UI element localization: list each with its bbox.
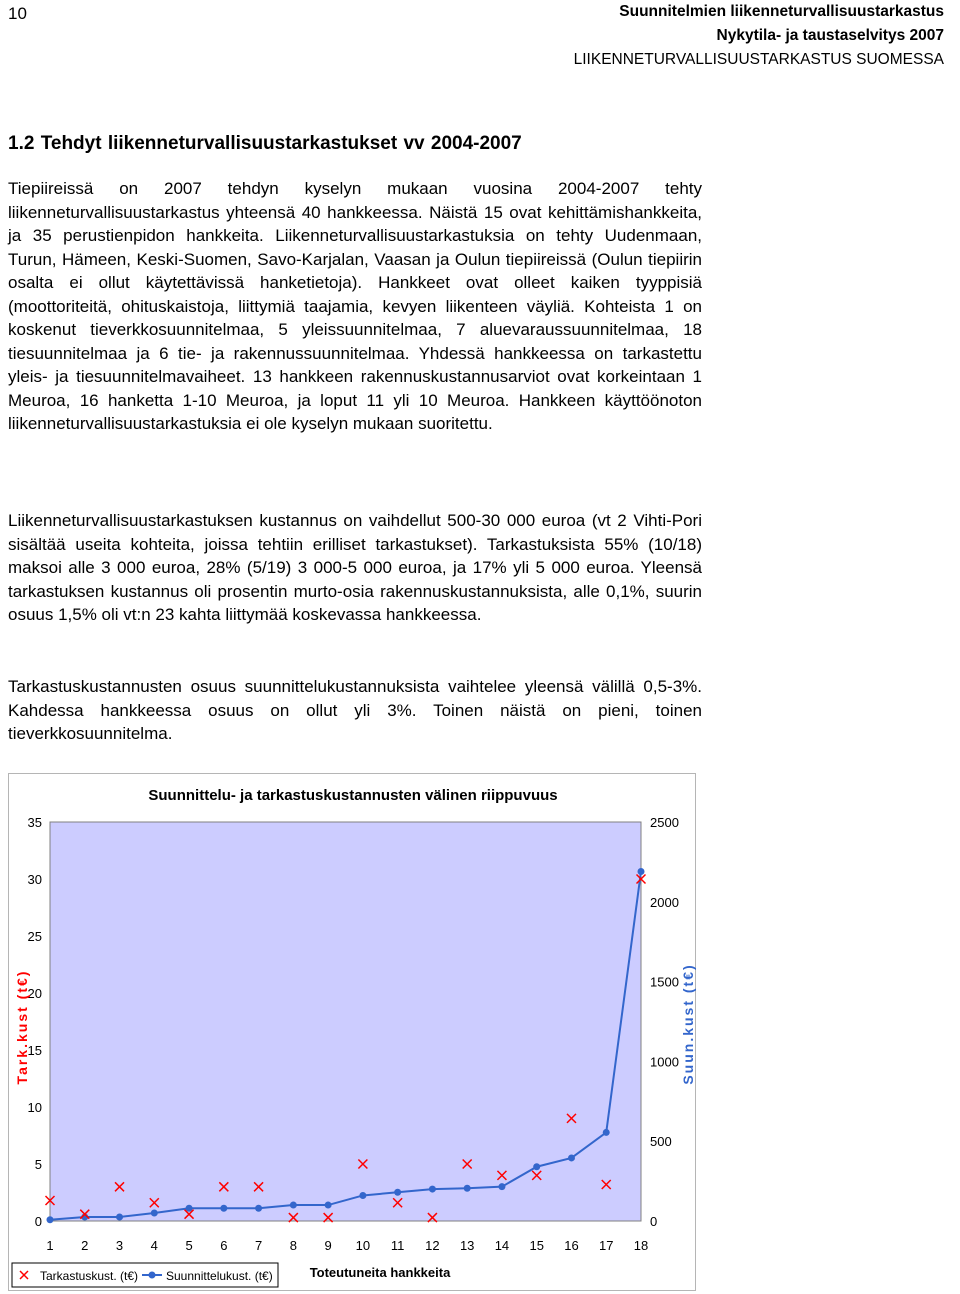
header-line-2: Nykytila- ja taustaselvitys 2007 — [716, 27, 944, 44]
y2-tick-label: 2000 — [650, 894, 679, 910]
legend-label-tarkastuskust: Tarkastuskust. (t€) — [40, 1269, 139, 1283]
plot-area — [50, 822, 641, 1221]
point-suunnittelukust — [498, 1183, 505, 1190]
x-tick-label: 18 — [633, 1238, 649, 1253]
point-suunnittelukust — [255, 1205, 262, 1212]
y-axis-label: Tark.kust (t€) — [14, 969, 30, 1085]
x-tick-label: 9 — [324, 1238, 332, 1253]
point-suunnittelukust — [116, 1214, 123, 1221]
point-suunnittelukust — [429, 1186, 436, 1193]
point-suunnittelukust — [151, 1210, 158, 1217]
x-tick-label: 5 — [185, 1238, 193, 1253]
header-line-3: LIIKENNETURVALLISUUSTARKASTUS SUOMESSA — [573, 51, 944, 68]
x-axis-label: Toteutuneita hankkeita — [309, 1265, 451, 1280]
x-tick-label: 14 — [494, 1238, 510, 1253]
y2-tick-label: 500 — [650, 1134, 672, 1150]
y2-axis-label: Suun.kust (t€) — [680, 963, 696, 1085]
y-tick-label: 25 — [27, 929, 42, 944]
point-suunnittelukust — [359, 1192, 366, 1199]
y-tick-label: 30 — [27, 872, 42, 887]
y2-tick-label: 0 — [650, 1214, 658, 1229]
point-suunnittelukust — [394, 1189, 401, 1196]
x-tick-label: 7 — [254, 1238, 263, 1253]
point-suunnittelukust — [603, 1129, 610, 1136]
x-tick-label: 1 — [46, 1238, 54, 1253]
y-tick-label: 5 — [34, 1157, 42, 1172]
point-suunnittelukust — [638, 868, 645, 875]
chart-title: Suunnittelu- ja tarkastuskustannusten välinen riippuvuus — [148, 787, 558, 804]
y2-tick-label: 2500 — [650, 815, 679, 830]
paragraph-3: Tarkastuskustannusten osuus suunnittelukustannuksista vaihtelee yleensä välillä 0,5-3%. Kahdessa hankkeessa osuus on ollut yli 3%. Toinen näistä on pieni, toinen tieverkkosuunnitelma. — [8, 677, 702, 743]
point-suunnittelukust — [47, 1216, 54, 1223]
x-tick-label: 12 — [425, 1238, 440, 1253]
x-tick-label: 15 — [529, 1238, 544, 1253]
y-tick-label: 35 — [27, 815, 42, 830]
x-tick-label: 13 — [459, 1238, 475, 1253]
y2-tick-label: 1000 — [650, 1054, 679, 1070]
y-tick-label: 20 — [27, 986, 42, 1001]
y-tick-label: 15 — [27, 1043, 42, 1058]
y-tick-label: 0 — [34, 1214, 42, 1229]
x-tick-label: 17 — [599, 1238, 614, 1253]
paragraph-1: Tiepiireissä on 2007 tehdyn kyselyn mukaan vuosina 2004-2007 tehty liikenneturvallisuustarkastus yhteensä 40 hankkeessa. Näistä 15 ovat kehittämishankkeita, ja 35 perustienpidon hankkeita. Liikenneturvallisuustarkastuksia on tehty Uudenmaan, Turun, Hämeen, Keski-Suomen, Savo-Karjalan, Vaasan ja Oulun tiepiireissä (Oulun tiepiirin osalta ei ollut käytettävissä hanketietoja). Hankkeet ovat olleet kaiken tyyppisiä (moottoriteitä, ohituskaistoja, liittymiä taajamia, kevyen liikenteen väyliä. Kohteista 1 on koskenut tieverkkosuunnitelmaa, 5 yleissuunnitelmaa, 7 aluevaraussuunnitelmaa, 18 tiesuunnitelmaa ja 6 tie- ja rakennussuunnitelmaa. Yhdessä hankkeessa on tarkastettu yleis- ja tiesuunnitelmavaiheet. 13 hankkeen rakennuskustannusarviot ovat korkeintaan 1 Meuroa, 16 hanketta 1-10 Meuroa, ja loput 11 yli 10 Meuroa. Hankkeen käyttöönoton liikenneturvallisuustarkastuksia ei ole kyselyn mukaan suoritettu. — [8, 179, 702, 433]
point-suunnittelukust — [464, 1185, 471, 1192]
legend-label-suunnittelukust: Suunnittelukust. (t€) — [166, 1269, 273, 1283]
y-tick-label: 10 — [27, 1100, 42, 1115]
section-title: 1.2 Tehdyt liikenneturvallisuustarkastukset vv 2004-2007 — [8, 133, 522, 154]
x-tick-label: 10 — [355, 1238, 371, 1253]
x-tick-label: 8 — [289, 1238, 297, 1253]
point-suunnittelukust — [290, 1202, 297, 1209]
x-tick-label: 4 — [150, 1238, 158, 1253]
x-tick-label: 2 — [81, 1238, 89, 1253]
point-suunnittelukust — [325, 1202, 332, 1209]
x-tick-label: 6 — [220, 1238, 228, 1253]
paragraph-2: Liikenneturvallisuustarkastuksen kustannus on vaihdellut 500-30 000 euroa (vt 2 Vihti-Pori sisältää useita kohteita, joissa tehtiin erilliset tarkastukset). Tarkastuksista 55% (10/18) maksoi alle 3 000 euroa, 28% (5/19) 3 000-5 000 euroa, ja 17% yli 5 000 euroa. Yleensä tarkastuksen kustannus oli prosentin murto-osia rakennuskustannuksista, alle 0,1%, suurin osuus 1,5% oli vt:n 23 kahta liittymää koskevassa hankkeessa. — [8, 511, 702, 624]
y2-tick-label: 1500 — [650, 974, 679, 990]
page-number: 10 — [8, 4, 27, 23]
x-tick-label: 11 — [390, 1238, 405, 1253]
x-tick-label: 3 — [115, 1238, 124, 1253]
point-suunnittelukust — [220, 1205, 227, 1212]
legend-marker-suunnittelukust — [149, 1272, 156, 1279]
x-tick-label: 16 — [564, 1238, 579, 1253]
point-suunnittelukust — [568, 1154, 575, 1161]
point-suunnittelukust — [533, 1163, 540, 1170]
header-line-1: Suunnitelmien liikenneturvallisuustarkastus — [619, 3, 944, 20]
